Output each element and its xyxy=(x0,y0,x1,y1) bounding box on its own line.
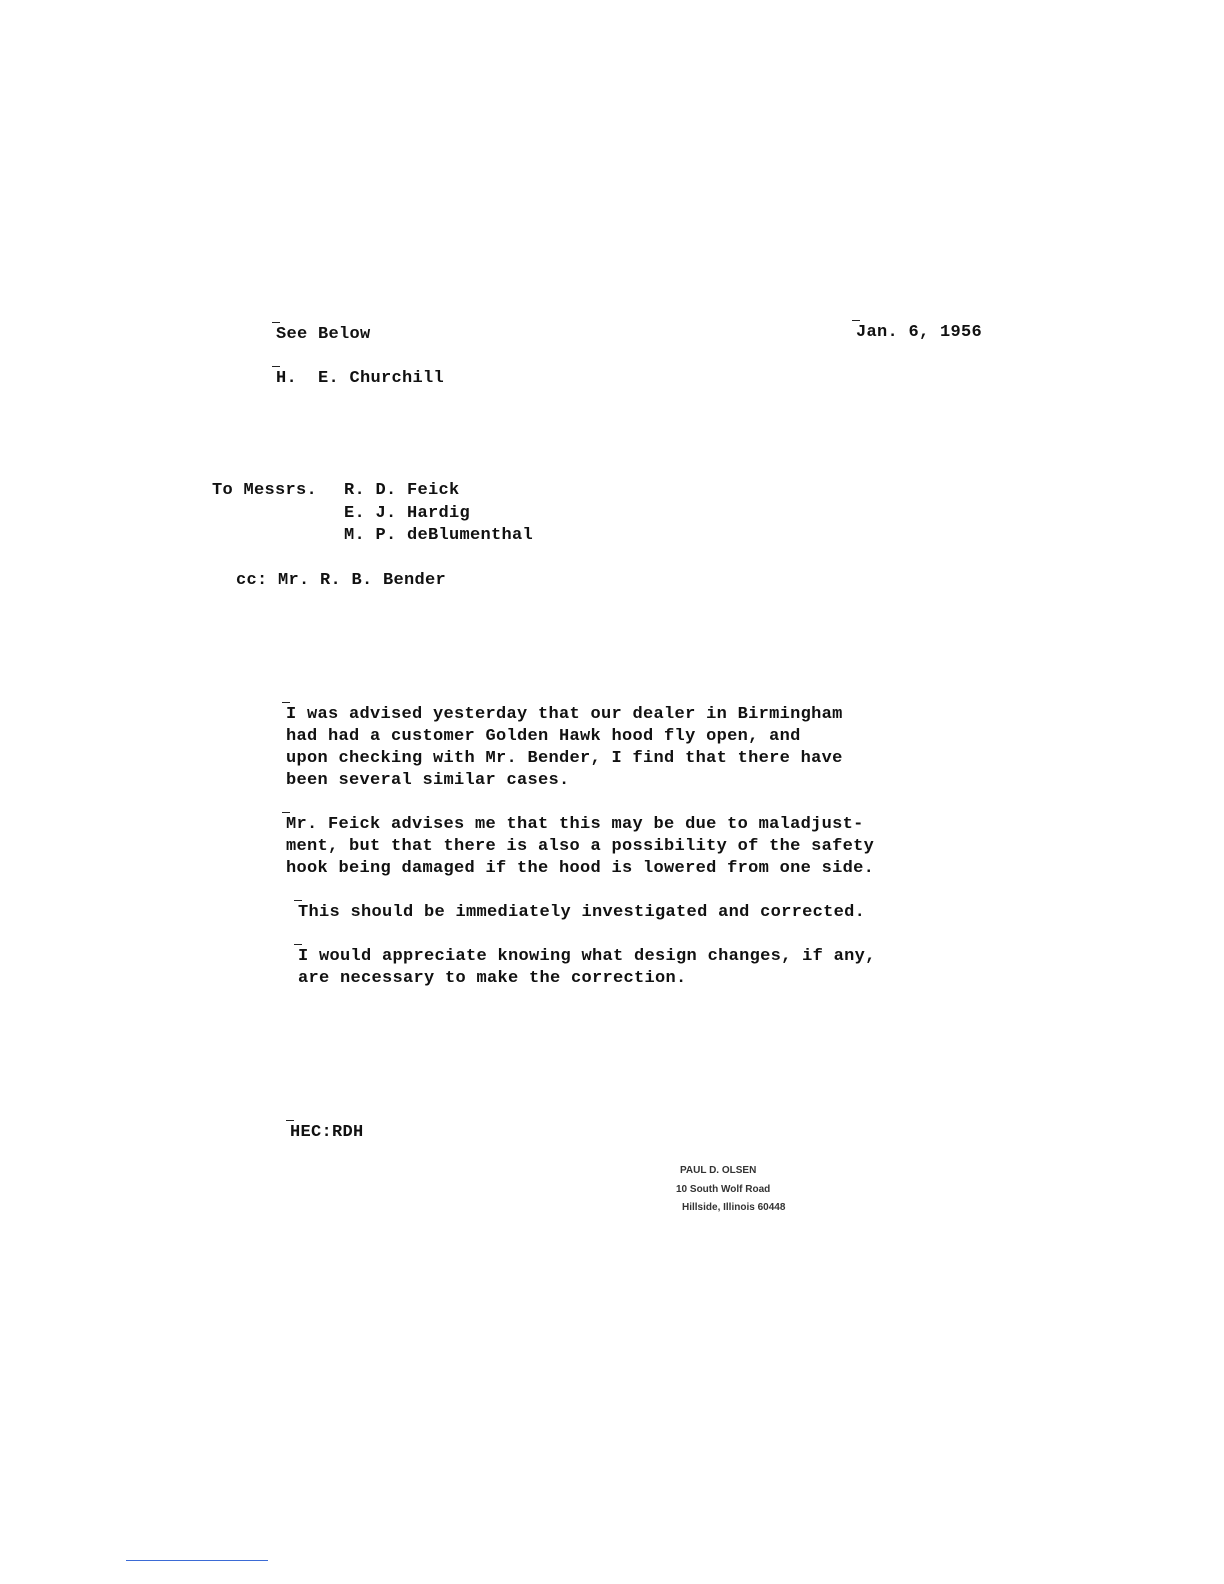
paragraph-line: This should be immediately investigated and corrected. xyxy=(298,903,866,922)
recipient-name: R. D. Feick xyxy=(344,481,460,500)
cc-line: cc: Mr. R. B. Bender xyxy=(236,571,447,590)
body-paragraph-4 xyxy=(298,946,876,990)
stamp-line: Hillside, Illinois 60448 xyxy=(682,1202,786,1213)
stamp-line: PAUL D. OLSEN xyxy=(680,1165,757,1176)
recipient-name: M. P. deBlumenthal xyxy=(344,526,534,545)
paragraph-line: hook being damaged if the hood is lowered from one side. xyxy=(286,859,875,878)
letter-date: Jan. 6, 1956 xyxy=(856,323,983,342)
paragraph-line: I would appreciate knowing what design changes, if any, xyxy=(298,947,876,966)
body-paragraph-2 xyxy=(286,814,874,880)
to-line: See Below xyxy=(276,325,371,344)
bottom-divider xyxy=(126,1560,268,1561)
body-paragraph-1 xyxy=(286,704,843,792)
stamp-line: 10 South Wolf Road xyxy=(676,1184,771,1195)
paragraph-line: upon checking with Mr. Bender, I find that there have xyxy=(286,749,843,768)
body-paragraph-3 xyxy=(298,902,865,924)
paragraph-line: Mr. Feick advises me that this may be due to maladjust- xyxy=(286,815,864,834)
from-line: H. E. Churchill xyxy=(276,369,445,388)
paragraph-line: had had a customer Golden Hawk hood fly open, and xyxy=(286,727,801,746)
paragraph-line: been several similar cases. xyxy=(286,771,570,790)
paragraph-line: are necessary to make the correction. xyxy=(298,969,687,988)
recipient-name: E. J. Hardig xyxy=(344,504,471,523)
paragraph-line: ment, but that there is also a possibility of the safety xyxy=(286,837,875,856)
initials: HEC:RDH xyxy=(290,1123,364,1142)
to-label: To Messrs. xyxy=(212,481,318,500)
paragraph-line: I was advised yesterday that our dealer in Birmingham xyxy=(286,705,843,724)
